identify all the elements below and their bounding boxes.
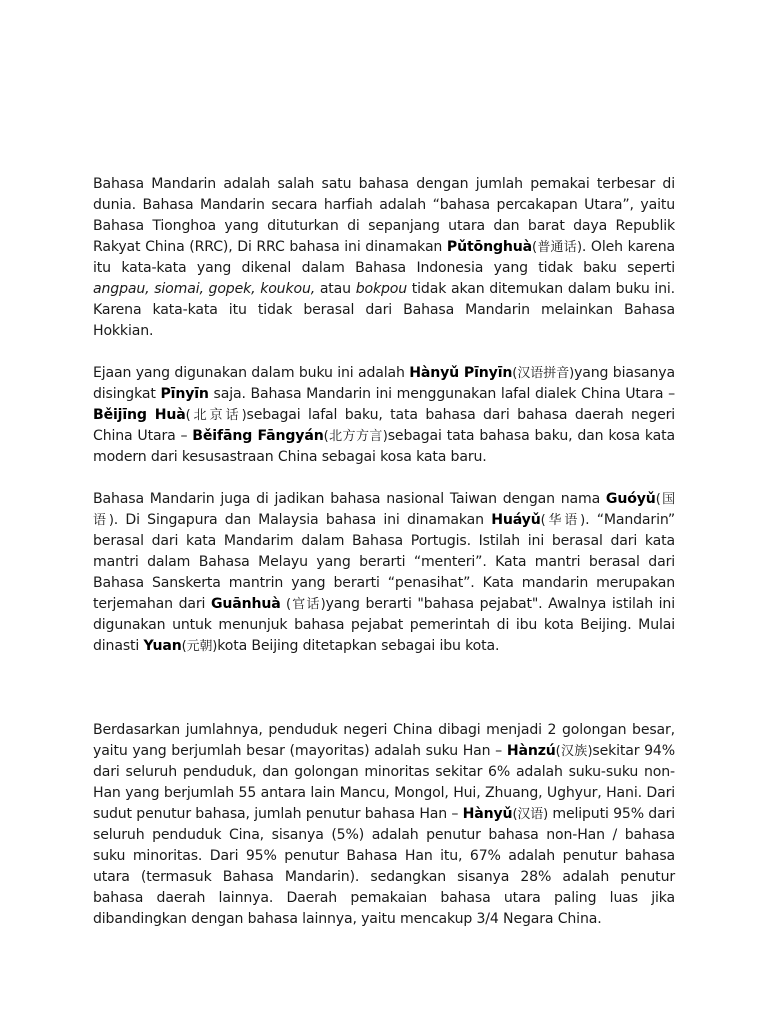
text-segment: Berdasarkan jumlahnya, penduduk negeri China dibagi menjadi 2 golongan besar, yaitu yang berjumlah besar (mayoritas) adalah suku Han – <box>93 722 675 759</box>
hanzi-term: (普通话) <box>532 240 582 255</box>
pinyin-term: Guānhuà <box>210 596 281 612</box>
pinyin-term: Běifāng Fāngyán <box>192 428 324 444</box>
paragraph-3 <box>93 489 675 657</box>
text-segment: yang biasanya disingkat <box>93 365 675 402</box>
pinyin-term: Běijīng Huà <box>93 407 186 423</box>
text-segment: sekitar 94% dari seluruh penduduk, dan golongan minoritas sekitar 6% adalah suku-suku non-Han yang berjumlah 55 antara lain Mancu, Mongol, Hui, Zhuang, Ughyur, Hani. Dari sudut penutur bahasa, jumlah penutur bahasa Han – <box>93 743 675 822</box>
text-segment: atau <box>315 281 356 297</box>
paragraph-4 <box>93 720 675 930</box>
text-segment: meliputi 95% dari seluruh penduduk Cina, sisanya (5%) adalah penutur bahasa non-Han / bahasa suku minoritas. Dari 95% penutur Bahasa Han itu, 67% adalah penutur bahasa utara (termasuk Bahasa Mandarin). sedangkan sisanya 28% adalah penutur bahasa daerah lainnya. Daerah pemakaian bahasa utara paling luas jika dibandingkan dengan bahasa lainnya, yaitu mencakup 3/4 Negara China. <box>93 806 675 927</box>
pinyin-term: Yuan <box>143 638 182 654</box>
document-page <box>93 174 675 930</box>
text-segment: Ejaan yang digunakan dalam buku ini adalah <box>93 365 410 381</box>
text-segment: sebagai tata bahasa baku, dan kosa kata modern dari kesusastraan China sebagai kosa kata baru. <box>93 428 675 465</box>
text-segment: Bahasa Mandarin juga di jadikan bahasa nasional Taiwan dengan nama <box>93 491 606 507</box>
pinyin-term: Hànyǔ Pīnyīn <box>409 365 513 381</box>
text-segment: kota Beijing ditetapkan sebagai ibu kota. <box>217 638 500 654</box>
text-segment: Bahasa Mandarin adalah salah satu bahasa dengan jumlah pemakai terbesar di dunia. Bahasa Mandarin secara harfiah adalah “bahasa percakapan Utara”, yaitu Bahasa Tionghoa yang dituturkan di sepanjang utara dan barat daya Republik Rakyat China (RRC), Di RRC bahasa ini dinamakan <box>93 176 675 255</box>
text-segment: . “Mandarin” berasal dari kata Mandarim dalam Bahasa Portugis. Istilah ini berasal dari kata mantri dalam Bahasa Melayu yang berarti “menteri”. Kata mantri berasal dari Bahasa Sanskerta mantrin yang berarti “penasihat”. Kata mandarin merupakan terjemahan dari <box>93 512 675 612</box>
paragraph-1 <box>93 174 675 342</box>
hanzi-term: (北京话) <box>185 408 247 423</box>
hanzi-term: (汉语) <box>512 807 549 822</box>
hanzi-term: (北方方言) <box>323 429 388 444</box>
pinyin-term: Hànyǔ <box>462 806 513 822</box>
text-segment: . Di Singapura dan Malaysia bahasa ini dinamakan <box>113 512 492 528</box>
pinyin-term: Hànzú <box>506 743 556 759</box>
pinyin-term: Huáyǔ <box>491 512 541 528</box>
text-segment: saja. Bahasa Mandarin ini menggunakan lafal dialek China Utara – <box>208 386 676 402</box>
pinyin-term: Pīnyīn <box>160 386 209 402</box>
hanzi-term: (官话) <box>280 597 326 612</box>
hanzi-term: (华语) <box>540 513 586 528</box>
paragraph-2 <box>93 363 675 468</box>
text-segment: tidak akan ditemukan dalam buku ini. Karena kata-kata itu tidak berasal dari Bahasa Mandarin melainkan Bahasa Hokkian. <box>93 281 675 339</box>
pinyin-term: Guóyǔ <box>605 491 656 507</box>
pinyin-term: Pǔtōnghuà <box>446 239 533 255</box>
hanzi-term: (汉语拼音) <box>512 366 575 381</box>
italic-text: bokpou <box>355 281 408 297</box>
text-segment: sebagai lafal baku, tata bahasa dari bahasa daerah negeri China Utara – <box>93 407 676 444</box>
hanzi-term: (汉族) <box>555 744 593 759</box>
hanzi-term: (元朝) <box>181 639 218 654</box>
text-segment: yang berarti "bahasa pejabat". Awalnya istilah ini digunakan untuk menunjuk bahasa pejabat pemerintah di ibu kota Beijing. Mulai dinasti <box>93 596 675 654</box>
italic-text: angpau, siomai, gopek, koukou, <box>93 281 316 297</box>
text-segment: . Oleh karena itu kata-kata yang dikenal dalam Bahasa Indonesia yang tidak baku seperti <box>93 239 675 276</box>
hanzi-term: (国语) <box>93 492 675 528</box>
